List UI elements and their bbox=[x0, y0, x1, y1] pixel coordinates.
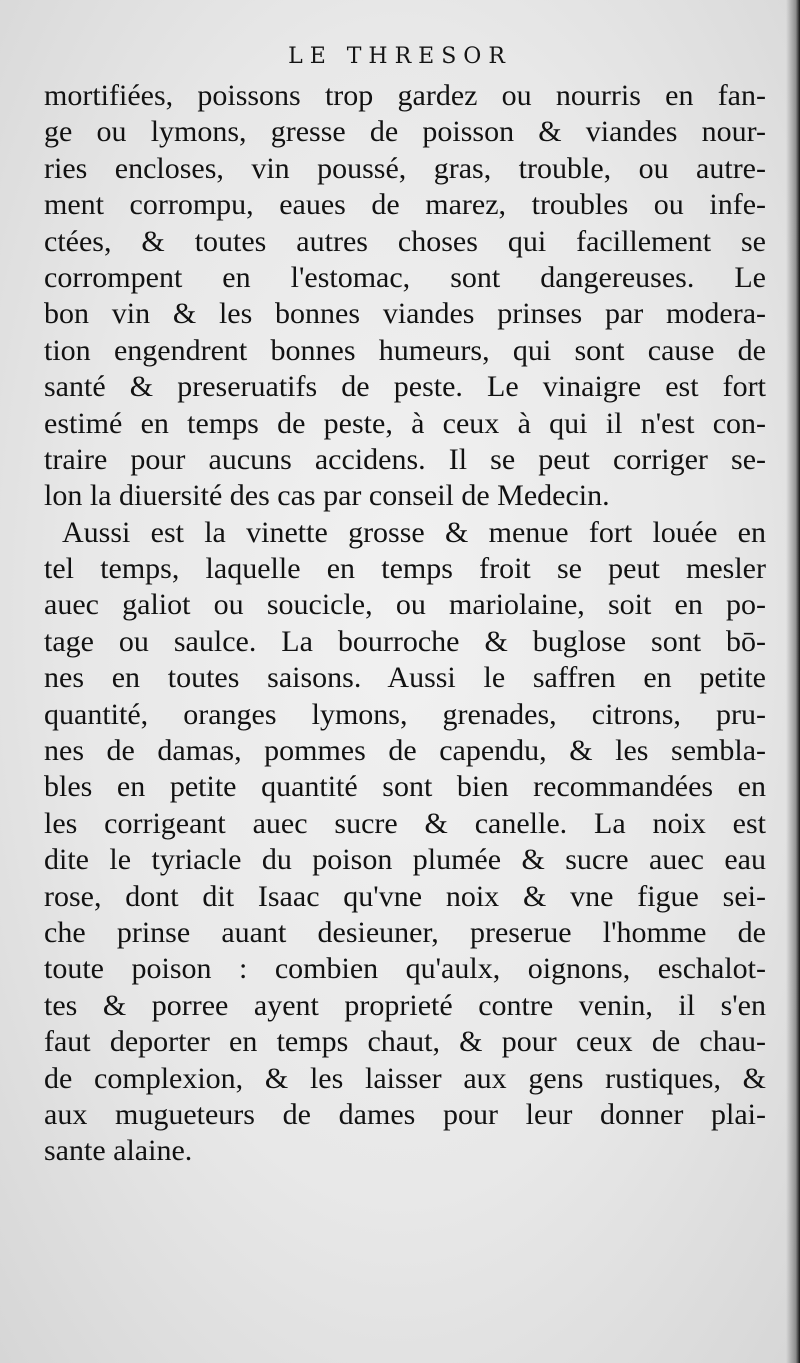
text-line: ctées, & toutes autres choses qui facillement se bbox=[44, 224, 766, 258]
text-line: faut deporter en temps chaut, & pour ceux de chau- bbox=[44, 1025, 766, 1059]
text-line: ries encloses, vin poussé, gras, trouble, ou autre- bbox=[44, 151, 766, 185]
text-line: dite le tyriacle du poison plumée & sucre auec eau bbox=[44, 843, 766, 877]
text-line: traire pour aucuns accidens. Il se peut corriger se- bbox=[44, 442, 766, 476]
running-header: LE THRESOR bbox=[288, 44, 512, 69]
text-line: aux mugueteurs de dames pour leur donner plai- bbox=[44, 1097, 766, 1131]
text-line: les corrigeant auec sucre & canelle. La noix est bbox=[44, 806, 766, 840]
text-line: mortifiées, poissons trop gardez ou nourris en fan- bbox=[44, 79, 766, 112]
text-line: estimé en temps de peste, à ceux à qui il n'est con- bbox=[44, 406, 766, 440]
text-line: bles en petite quantité sont bien recommandées en bbox=[44, 770, 766, 804]
body-text bbox=[44, 78, 766, 1170]
text-line: auec galiot ou soucicle, ou mariolaine, soit en po- bbox=[44, 588, 766, 622]
final-line: sante alaine. bbox=[44, 1134, 193, 1168]
text-line: bon vin & les bonnes viandes prinses par modera- bbox=[44, 297, 766, 331]
text-line: rose, dont dit Isaac qu'vne noix & vne figue sei- bbox=[44, 879, 766, 913]
text-line: nes en toutes saisons. Aussi le saffren en petite bbox=[44, 661, 766, 695]
text-line: corrompent en l'estomac, sont dangereuses. Le bbox=[44, 260, 766, 294]
page-edge-shadow bbox=[786, 0, 800, 1363]
text-line: tel temps, laquelle en temps froit se peut mesler bbox=[44, 552, 766, 586]
text-line: tion engendrent bonnes humeurs, qui sont cause de bbox=[44, 333, 766, 367]
paragraph-start-line: Aussi est la vinette grosse & menue fort louée en bbox=[62, 515, 766, 549]
text-line: toute poison : combien qu'aulx, oignons, eschalot- bbox=[44, 952, 766, 986]
paragraph-end-line: lon la diuersité des cas par conseil de Medecin. bbox=[44, 479, 610, 513]
text-line: quantité, oranges lymons, grenades, citrons, pru- bbox=[44, 697, 766, 731]
text-line: santé & preseruatifs de peste. Le vinaigre est fort bbox=[44, 370, 766, 404]
text-line: ge ou lymons, gresse de poisson & viandes nour- bbox=[44, 115, 766, 149]
text-line: ment corrompu, eaues de marez, troubles ou infe- bbox=[44, 188, 766, 222]
text-line: tage ou saulce. La bourroche & buglose sont bō- bbox=[44, 624, 766, 658]
text-line: che prinse auant desieuner, preserue l'homme de bbox=[44, 915, 766, 949]
text-line: tes & porree ayent proprieté contre venin, il s'en bbox=[44, 988, 766, 1022]
text-line: de complexion, & les laisser aux gens rustiques, & bbox=[44, 1061, 766, 1095]
text-line: nes de damas, pommes de capendu, & les sembla- bbox=[44, 734, 766, 768]
